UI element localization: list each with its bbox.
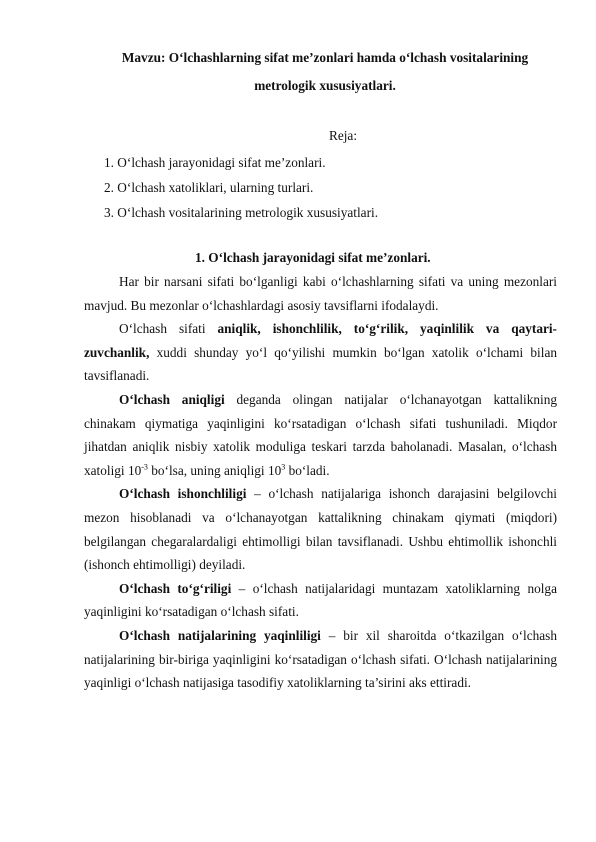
exponent: 3 [281,462,286,472]
plan-item: 3. O‘lchash vositalarining metrologik xususiyatlari. [104,205,379,220]
criteria-list-bold: aniqlik, ishonchlilik, to‘g‘rilik, yaqinlilik va qaytari-zuvchanlik, [84,321,557,360]
paragraph-accuracy [84,388,557,482]
plan-heading: Reja: [328,128,358,143]
term-convergence: O‘lchash natijalarining yaqinliligi [119,627,321,643]
section-heading: 1. O‘lchash jarayonidagi sifat me’zonlari. [195,250,431,265]
paragraph-text: xuddi shunday yo‘l qo‘yilishi mumkin bo‘lgan xatolik o‘lchami bilan tavsiflanadi. [84,344,557,384]
paragraph-intro: Har bir narsani sifati bo‘lganligi kabi o‘lchashlarning sifati va uning mezonlari mavjud. Bu mezonlar o‘lchashlardagi asosiy tavsiflarni ifodalaydi. [84,274,557,313]
body-text [84,270,557,695]
paragraph-text: bo‘ladi. [285,462,330,478]
term-reliability: O‘lchash ishonchliligi [119,486,247,502]
paragraph-text: – o‘lchash natijalariga ishonch darajasini belgilovchi mezon hisoblanadi va o‘lchanayotgan kattalikning chinakam qiymati (miqdori) belgilangan chegaralardaligi ehtimolligi bilan tavsiflanadi. Ushbu ehtimollik ishonchli (ishonch ehtimolligi) deyiladi. [84,486,557,573]
plan-list [104,150,378,225]
document-title: Mavzu: O‘lchashlarning sifat me’zonlari hamda o‘lchash vositalarining metrologik xususiyatlari. [121,50,529,93]
paragraph-correctness [84,577,557,624]
paragraph-quality-criteria [84,317,557,388]
paragraph-reliability [84,482,557,576]
paragraph-text: O‘lchash sifati [119,321,218,337]
plan-item: 2. O‘lchash xatoliklari, ularning turlari. [104,180,314,195]
paragraph-text: deganda olingan natijalar o‘lchanayotgan kattalikning chinakam qiymatiga yaqinligini ko‘rsatadigan o‘lchash sifati tushuniladi. Miqdor jihatdan aniqlik nisbiy xatolik moduliga teskari tarzda baholanadi. Masalan, o‘lchash xatoligi 10 [84,391,558,478]
paragraph-text: – bir xil sharoitda o‘tkazilgan o‘lchash natijalarining bir-biriga yaqinligini ko‘rsatadigan o‘lchash sifati. O‘lchash natijalarining yaqinligi o‘lchash natijasiga tasodifiy xatoliklarning ta’sirini aks ettiradi. [84,627,557,691]
term-accuracy: O‘lchash aniqligi [119,391,225,407]
exponent: -3 [141,462,148,472]
paragraph-text: – o‘lchash natijalaridagi muntazam xatoliklarning nolga yaqinligini ko‘rsatadigan o‘lchash sifati. [84,580,557,620]
paragraph-convergence [84,624,557,695]
term-correctness: O‘lchash to‘g‘riligi [119,580,232,596]
paragraph-text: bo‘lsa, uning aniqligi 10 [147,462,282,478]
plan-item: 1. O‘lchash jarayonidagi sifat me’zonlari. [104,155,326,170]
